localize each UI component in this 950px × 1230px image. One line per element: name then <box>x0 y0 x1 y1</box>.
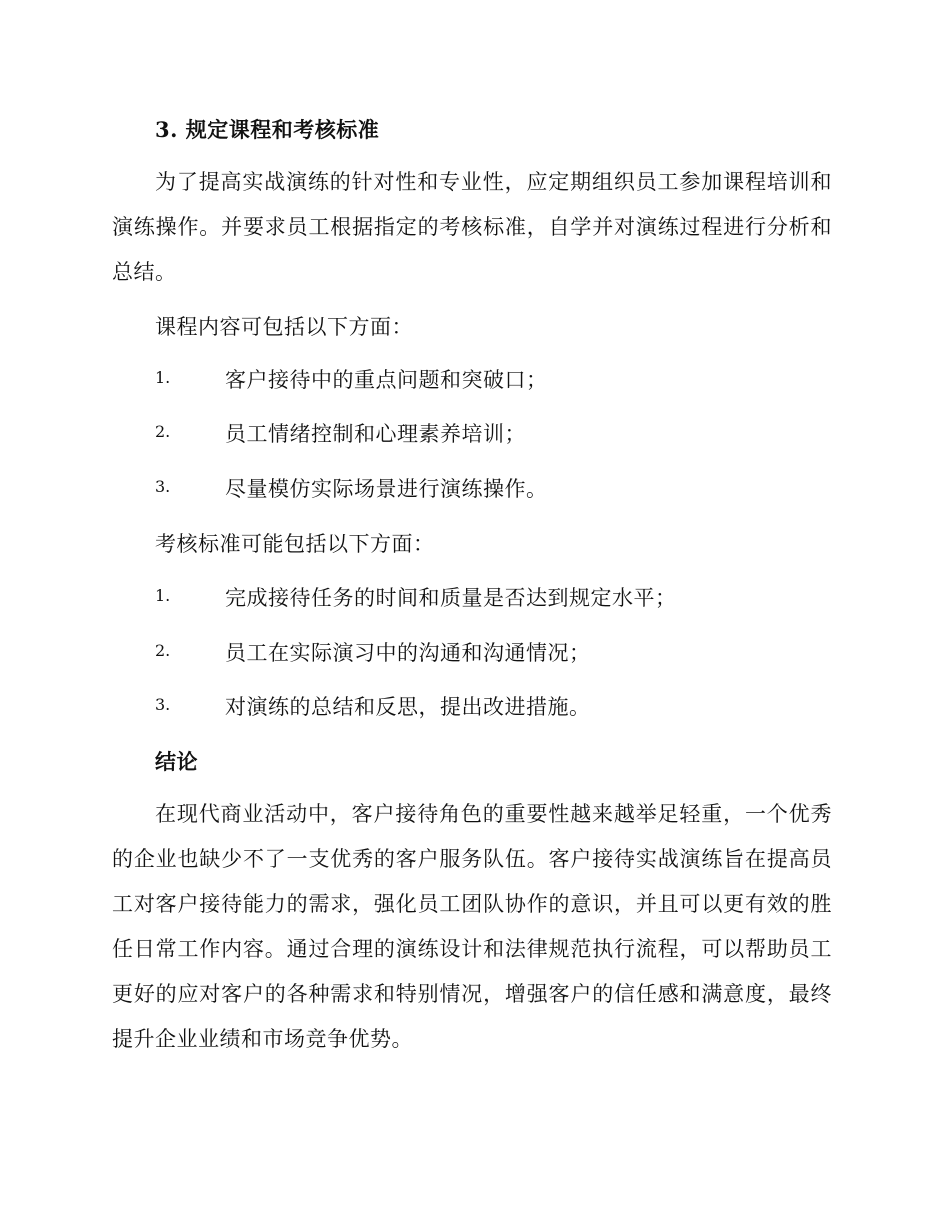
list-number: 3. <box>155 477 171 496</box>
section-heading: 3. 规定课程和考核标准 <box>155 117 380 142</box>
list-number: 3. <box>155 695 171 714</box>
conclusion-heading: 结论 <box>155 749 198 774</box>
section-paragraph: 为了提高实战演练的针对性和专业性，应定期组织员工参加课程培训和演练操作。并要求员工根据指定的考核标准，自学并对演练过程进行分析和总结。 <box>112 170 832 284</box>
list-text: 完成接待任务的时间和质量是否达到规定水平； <box>225 586 677 610</box>
list-text: 对演练的总结和反思，提出改进措施。 <box>225 695 591 719</box>
list-text: 员工情绪控制和心理素养培训； <box>225 422 526 446</box>
list-number: 1. <box>155 368 171 387</box>
list-text: 客户接待中的重点问题和突破口； <box>225 368 548 392</box>
courses-intro: 课程内容可包括以下方面： <box>155 315 413 339</box>
assessment-intro: 考核标准可能包括以下方面： <box>155 532 435 556</box>
list-number: 2. <box>155 422 171 441</box>
list-text: 尽量模仿实际场景进行演练操作。 <box>225 477 548 501</box>
list-text: 员工在实际演习中的沟通和沟通情况； <box>225 641 591 665</box>
list-number: 1. <box>155 586 171 605</box>
conclusion-paragraph: 在现代商业活动中，客户接待角色的重要性越来越举足轻重，一个优秀的企业也缺少不了一支优秀的客户服务队伍。客户接待实战演练旨在提高员工对客户接待能力的需求，强化员工团队协作的意识，并且可以更有效的胜任日常工作内容。通过合理的演练设计和法律规范执行流程，可以帮助员工更好的应对客户的各种需求和特别情况，增强客户的信任感和满意度，最终提升企业业绩和市场竞争优势。 <box>112 802 832 1051</box>
list-number: 2. <box>155 641 171 660</box>
